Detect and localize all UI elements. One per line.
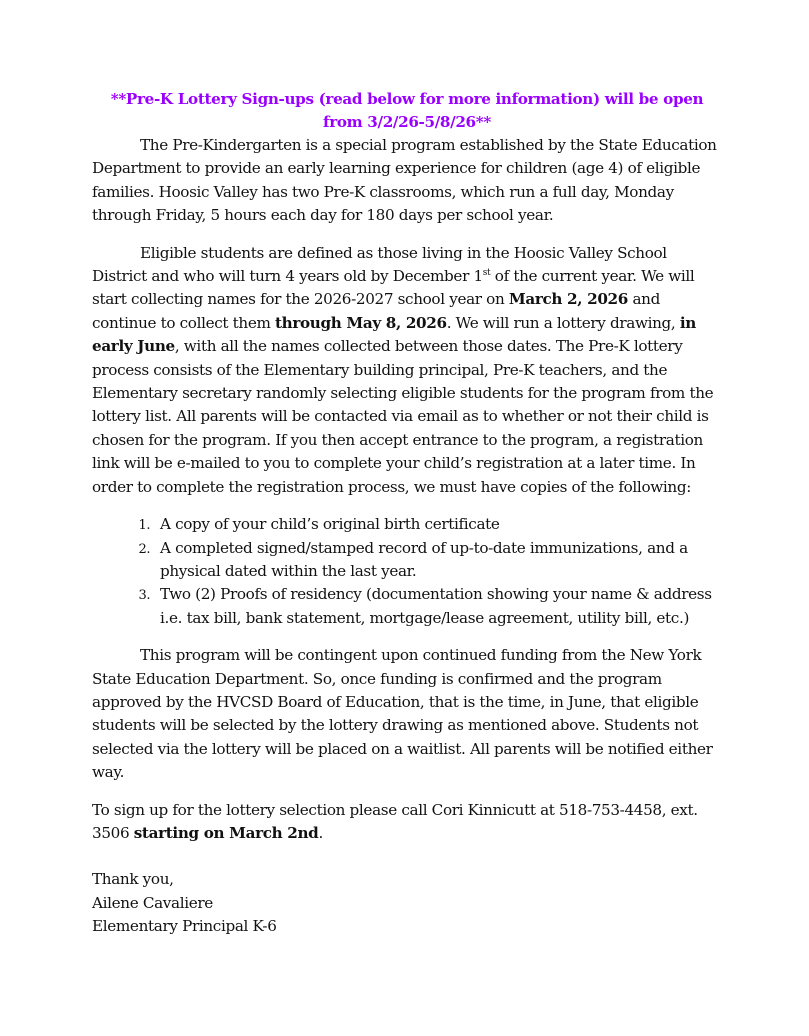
eligibility-text-1: Eligible students are defined as those living in the Hoosic Valley School District and who will turn 4 years old by December 1 xyxy=(92,243,667,286)
eligibility-paragraph xyxy=(92,242,722,499)
signature-block xyxy=(92,868,722,938)
eligibility-text-4: . We will run a lottery drawing, xyxy=(446,313,680,332)
signup-start: starting on March 2nd xyxy=(133,823,319,842)
signer-name: Ailene Cavaliere xyxy=(92,893,213,912)
signer-title: Elementary Principal K-6 xyxy=(92,917,277,936)
signup-text: To sign up for the lottery selection please call Cori Kinnicutt at 518-753-4458, ext. 3506 xyxy=(92,800,698,842)
ordinal-suffix: st xyxy=(482,268,491,279)
eligibility-text-5: , with all the names collected between those dates. The Pre-K lottery process consists of the Elementary building principal, Pre-K teachers, and the Elementary secretary randomly selecting eligible students for the program from the lottery list. All parents will be contacted via email as to whether or not their child is chosen for the program. If you then accept entrance to the program, a registration link will be e-mailed to you to complete your child’s registration at a later time. In order to complete the registration process, we must have copies of the following: xyxy=(92,337,714,496)
funding-paragraph: This program will be contingent upon continued funding from the New York State Education Department. So, once funding is confirmed and the program approved by the HVCSD Board of Education, that is the time, in June, that eligible students will be selected by the lottery drawing as mentioned above. Students not selected via the lottery will be placed on a waitlist. All parents will be notified either way. xyxy=(92,646,713,782)
eligibility-text-2: of the current year. We will start collecting names for the 2026-2027 school year on xyxy=(92,267,695,309)
start-date: March 2, 2026 xyxy=(508,290,628,309)
end-date: through May 8, 2026 xyxy=(275,313,447,332)
eligibility-text-3: and continue to collect them xyxy=(92,290,660,332)
intro-paragraph: The Pre-Kindergarten is a special program established by the State Education Department to provide an early learning experience for children (age 4) of eligible families. Hoosic Valley has two Pre-K classrooms, which run a full day, Monday through Friday, 5 hours each day for 180 days per school year. xyxy=(92,136,717,225)
requirements-list xyxy=(92,513,722,630)
document-page xyxy=(92,88,722,939)
lottery-timing: in early June xyxy=(92,313,696,356)
requirement-item: 1. A copy of your child’s original birth certificate xyxy=(154,513,722,536)
announcement-heading: **Pre-K Lottery Sign-ups (read below for more information) will be open from 3/2/26-5/8/26** xyxy=(110,90,704,131)
salutation: Thank you, xyxy=(92,870,174,889)
requirement-item: 2. A completed signed/stamped record of up-to-date immunizations, and a physical dated within the last year. xyxy=(154,537,722,584)
signup-end: . xyxy=(318,823,323,842)
requirement-item: 3. Two (2) Proofs of residency (documentation showing your name & address i.e. tax bill, bank statement, mortgage/lease agreement, utility bill, etc.) xyxy=(154,583,722,630)
signup-paragraph xyxy=(92,799,722,846)
